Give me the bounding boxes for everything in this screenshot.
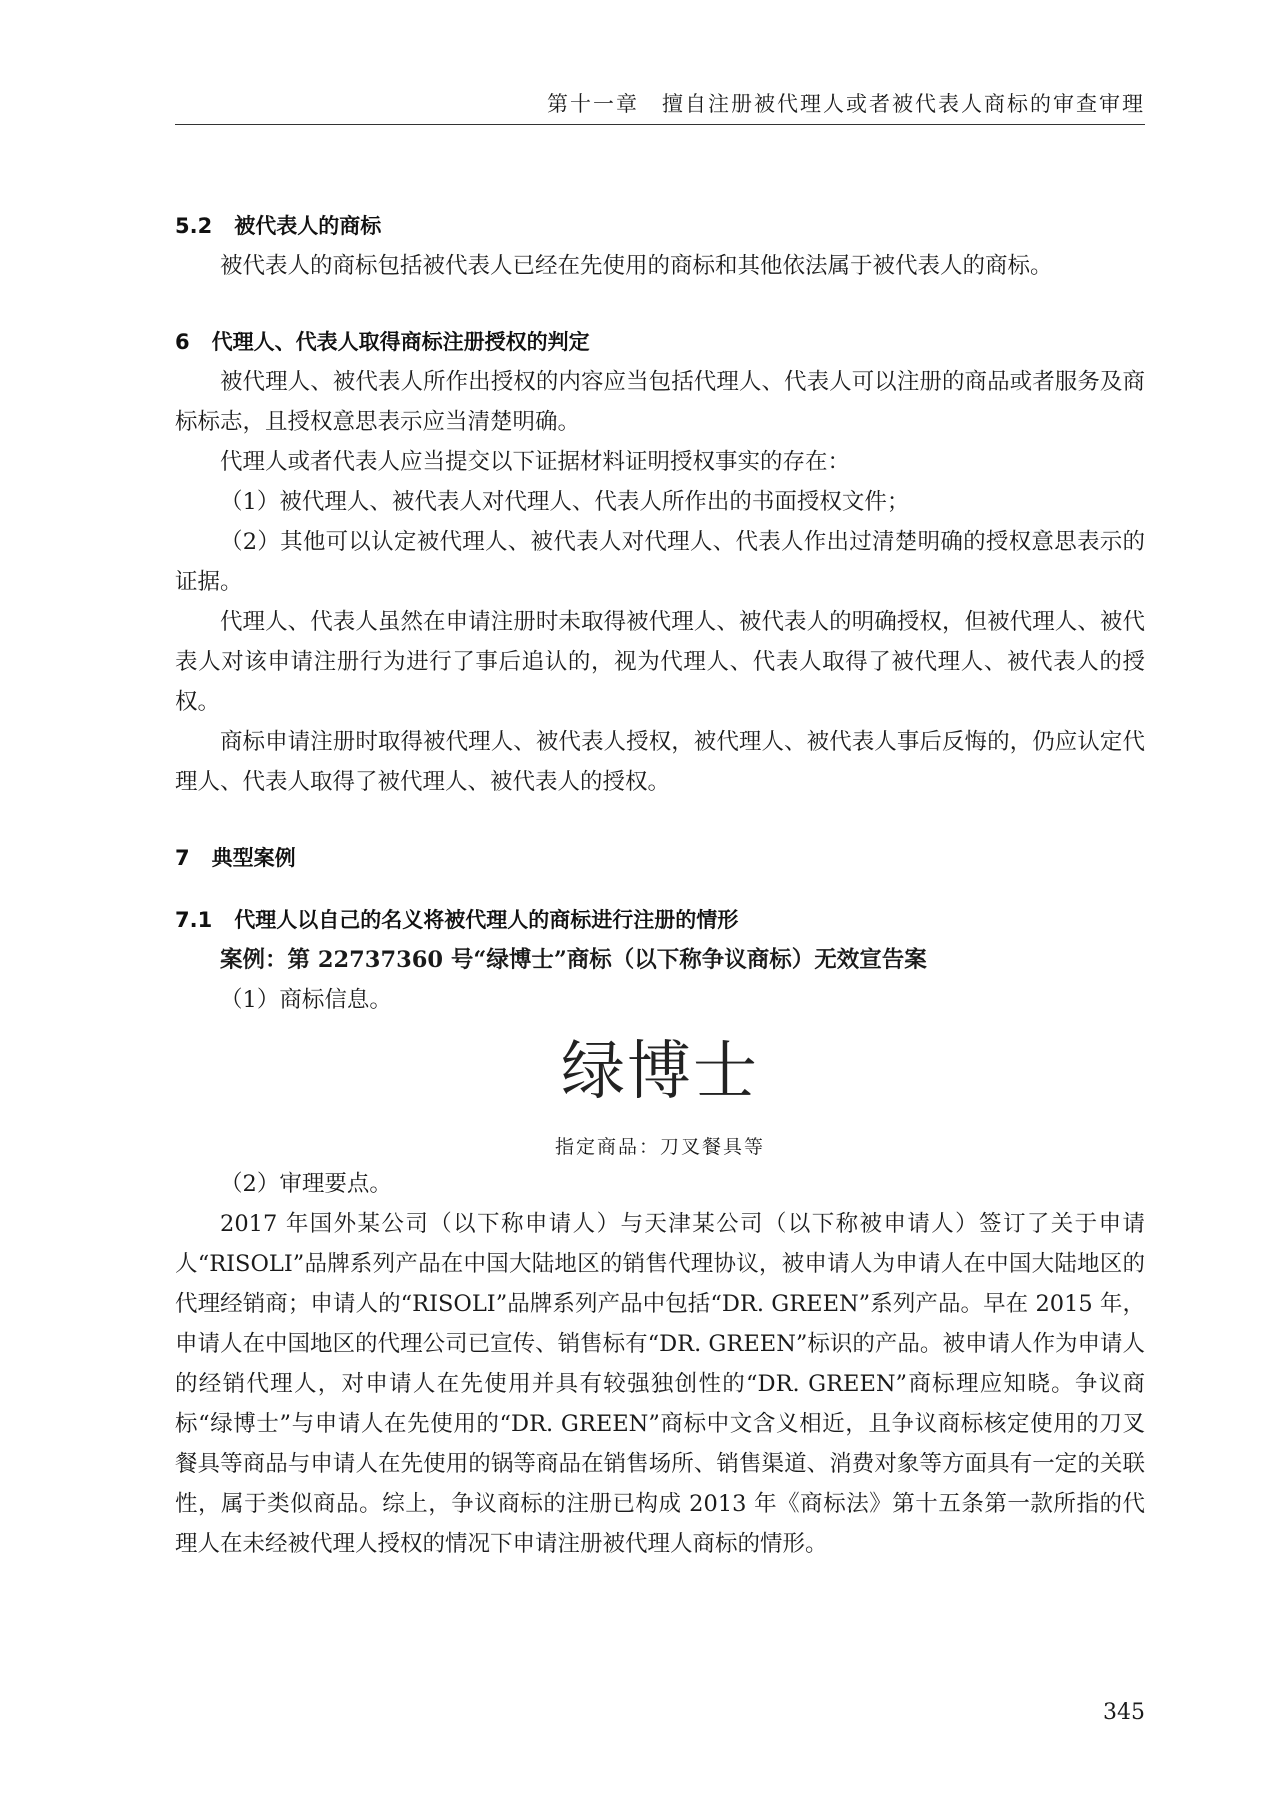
section-number: 7.1 [175, 908, 213, 932]
trademark-figure [175, 1032, 1145, 1164]
list-item: （1）商标信息。 [220, 987, 392, 1013]
section-5-2-heading [175, 206, 1145, 246]
case-title: 案例：第 22737360 号“绿博士”商标（以下称争议商标）无效宣告案 [220, 947, 927, 973]
paragraph: 被代表人的商标包括被代表人已经在先使用的商标和其他依法属于被代表人的商标。 [220, 253, 1053, 279]
paragraph: 代理人、代表人虽然在申请注册时未取得被代理人、被代表人的明确授权，但被代理人、被代表人对该申请注册行为进行了事后追认的，视为代理人、代表人取得了被代理人、被代表人的授权。 [175, 609, 1145, 715]
paragraph: （1）被代理人、被代表人对代理人、代表人所作出的书面授权文件； [220, 489, 910, 515]
running-header [175, 82, 1145, 125]
section-7-1-heading [175, 900, 1145, 940]
chapter-title: 第十一章 擅自注册被代理人或者被代表人商标的审查审理 [547, 92, 1145, 116]
section-title: 典型案例 [211, 846, 296, 870]
section-6-heading [175, 322, 1145, 362]
section-number: 7 [175, 846, 190, 870]
page-content [175, 206, 1145, 1564]
section-title: 被代表人的商标 [234, 214, 382, 238]
paragraph: 被代理人、被代表人所作出授权的内容应当包括代理人、代表人可以注册的商品或者服务及商标标志，且授权意思表示应当清楚明确。 [175, 369, 1145, 435]
section-title: 代理人以自己的名义将被代理人的商标进行注册的情形 [234, 908, 739, 932]
list-item: （2）审理要点。 [220, 1171, 392, 1197]
section-7-heading [175, 838, 1145, 878]
page-number: 345 [1103, 1700, 1145, 1725]
paragraph: 代理人或者代表人应当提交以下证据材料证明授权事实的存在： [220, 449, 851, 475]
paragraph: 商标申请注册时取得被代理人、被代表人授权，被代理人、被代表人事后反悔的，仍应认定代理人、代表人取得了被代理人、被代表人的授权。 [175, 729, 1145, 795]
trademark-caption: 指定商品：刀叉餐具等 [554, 1136, 765, 1158]
paragraph: 2017 年国外某公司（以下称申请人）与天津某公司（以下称被申请人）签订了关于申请人“RISOLI”品牌系列产品在中国大陆地区的销售代理协议，被申请人为申请人在中国大陆地区的代理经销商；申请人的“RISOLI”品牌系列产品中包括“DR. GREEN”系列产品。早在 2015 年，申请人在中国地区的代理公司已宣传、销售标有“DR. GREEN”标识的产品。被申请人作为申请人的经销代理人，对申请人在先使用并具有较强独创性的“DR. GREEN”商标理应知晓。争议商标“绿博士”与申请人在先使用的“DR. GREEN”商标中文含义相近，且争议商标核定使用的刀叉餐具等商品与申请人在先使用的锅等商品在销售场所、销售渠道、消费对象等方面具有一定的关联性，属于类似商品。综上，争议商标的注册已构成 2013 年《商标法》第十五条第一款所指的代理人在未经被代理人授权的情况下申请注册被代理人商标的情形。 [175, 1211, 1145, 1557]
section-number: 5.2 [175, 214, 213, 238]
paragraph: （2）其他可以认定被代理人、被代表人对代理人、代表人作出过清楚明确的授权意思表示的证据。 [175, 529, 1145, 595]
trademark-image: 绿博士 [561, 1035, 759, 1109]
section-title: 代理人、代表人取得商标注册授权的判定 [211, 330, 590, 354]
section-number: 6 [175, 330, 190, 354]
